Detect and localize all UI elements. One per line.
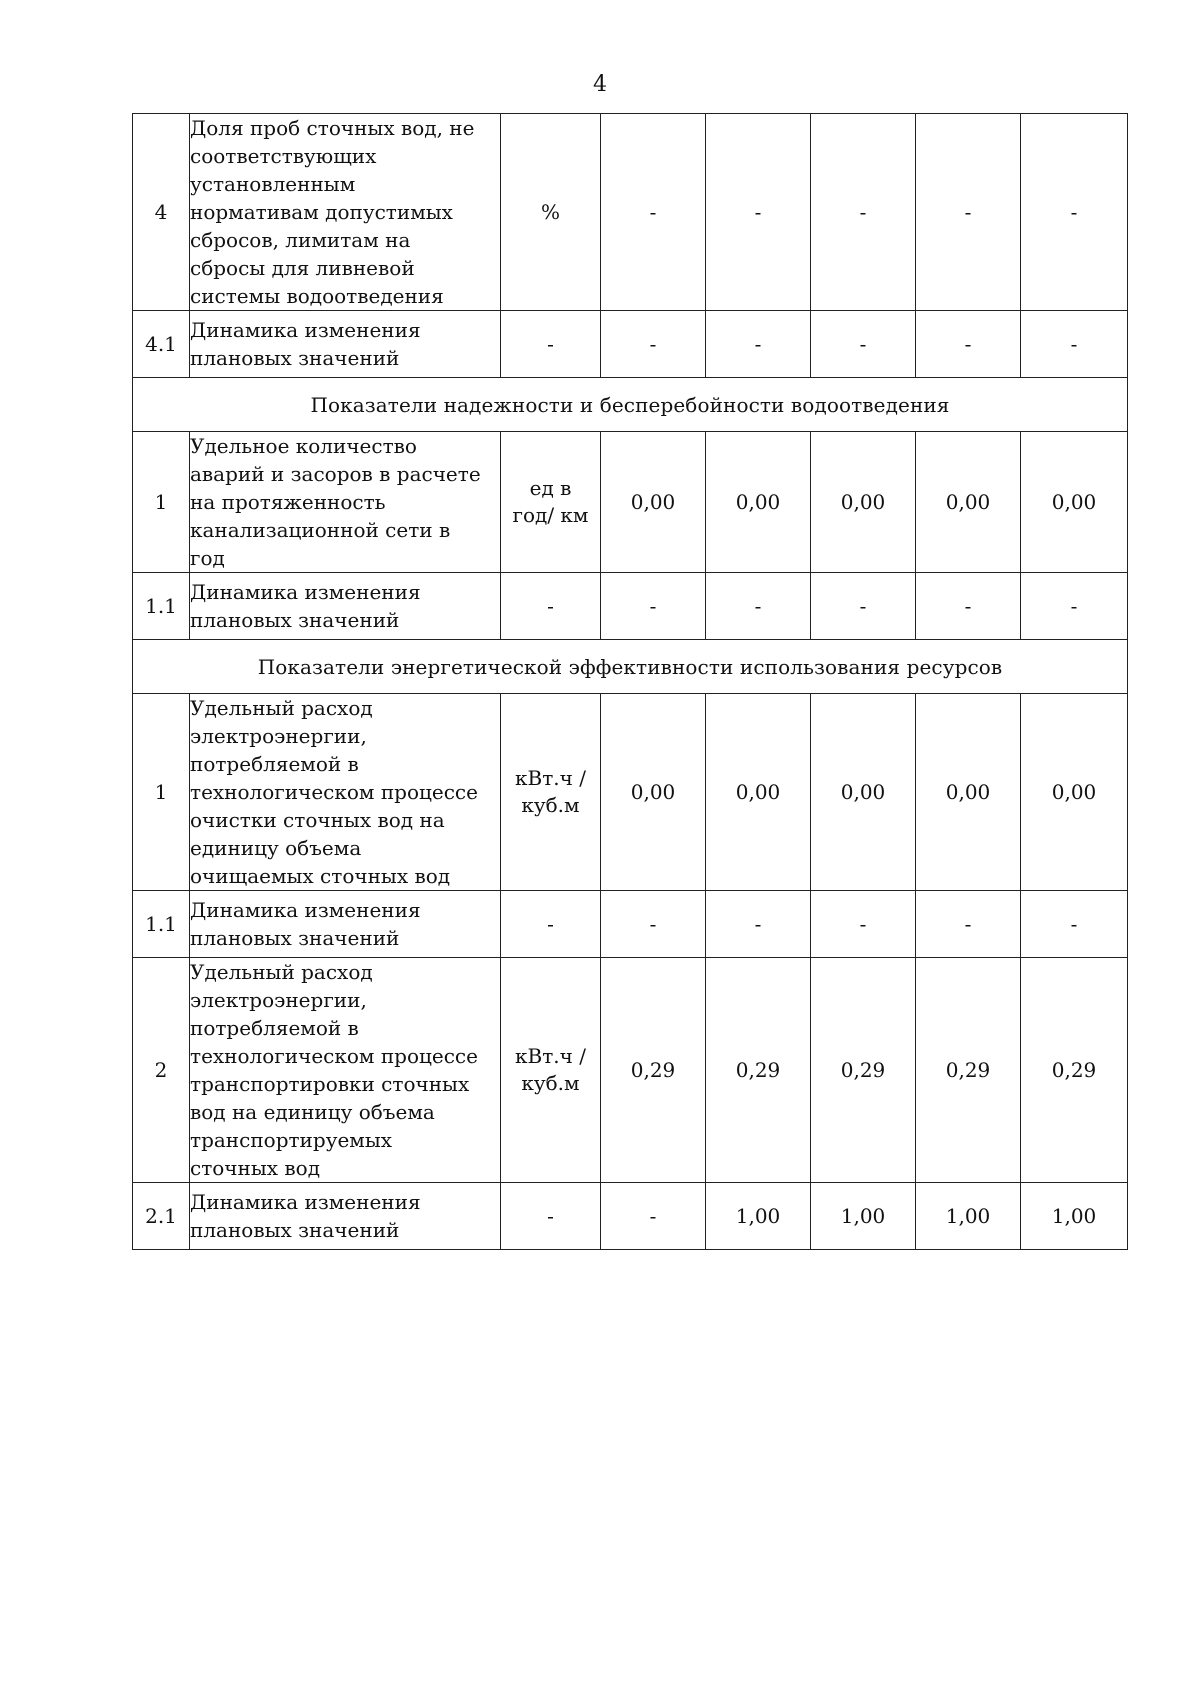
description-line: плановых значений — [190, 1218, 400, 1242]
value-cell: 1,00 — [916, 1183, 1021, 1250]
description-line: плановых значений — [190, 608, 400, 632]
value-cell: - — [916, 114, 1021, 311]
value-cell: - — [601, 311, 706, 378]
value-cell: 0,00 — [706, 694, 811, 891]
value-cell: 0,29 — [601, 958, 706, 1183]
value-cell: 0,29 — [706, 958, 811, 1183]
description-line: потребляемой в — [190, 752, 359, 776]
unit-line: кВт.ч / — [515, 1044, 586, 1068]
unit-line: - — [547, 331, 554, 356]
indicator-description — [190, 311, 501, 378]
value-cell: 0,00 — [916, 432, 1021, 573]
value-cell: 0,00 — [706, 432, 811, 573]
indicator-description — [190, 1183, 501, 1250]
unit-line: куб.м — [521, 793, 580, 817]
description-line: транспортируемых — [190, 1128, 393, 1152]
description-line: сточных вод — [190, 1156, 321, 1180]
unit-cell — [501, 958, 601, 1183]
value-cell: 0,00 — [601, 694, 706, 891]
value-cell: - — [601, 573, 706, 640]
value-cell: - — [916, 311, 1021, 378]
unit-cell — [501, 573, 601, 640]
table-row — [133, 114, 1128, 311]
value-cell: 0,00 — [811, 694, 916, 891]
indicator-description — [190, 958, 501, 1183]
row-number: 2 — [133, 958, 190, 1183]
description-line: Удельный расход — [190, 960, 373, 984]
value-cell: - — [601, 1183, 706, 1250]
description-line: Динамика изменения — [190, 898, 421, 922]
description-line: Динамика изменения — [190, 1190, 421, 1214]
value-cell: 0,00 — [811, 432, 916, 573]
value-cell: 0,29 — [916, 958, 1021, 1183]
value-cell: - — [811, 114, 916, 311]
value-cell: - — [1021, 114, 1128, 311]
value-cell: - — [916, 573, 1021, 640]
unit-line: % — [540, 199, 560, 224]
description-line: потребляемой в — [190, 1016, 359, 1040]
table-row — [133, 1183, 1128, 1250]
description-line: год — [190, 546, 225, 570]
description-line: сбросы для ливневой — [190, 256, 415, 280]
description-line: Динамика изменения — [190, 318, 421, 342]
description-line: канализационной сети в — [190, 518, 451, 542]
section-title — [133, 640, 1128, 694]
description-line: технологическом процессе — [190, 780, 478, 804]
description-line: Удельный расход — [190, 696, 373, 720]
description-line: электроэнергии, — [190, 988, 367, 1012]
unit-cell — [501, 114, 601, 311]
description-line: плановых значений — [190, 926, 400, 950]
value-cell: 0,29 — [1021, 958, 1128, 1183]
indicator-description — [190, 432, 501, 573]
row-number: 1 — [133, 432, 190, 573]
row-number: 2.1 — [133, 1183, 190, 1250]
value-cell: 0,00 — [1021, 432, 1128, 573]
description-line: Доля проб сточных вод, не — [190, 116, 475, 140]
table-row — [133, 958, 1128, 1183]
unit-line: год/ км — [512, 503, 589, 527]
unit-line: кВт.ч / — [515, 766, 586, 790]
description-line: вод на единицу объема — [190, 1100, 435, 1124]
table-row — [133, 432, 1128, 573]
section-title-text: Показатели надежности и бесперебойности водоотведения — [310, 392, 950, 417]
value-cell: - — [811, 311, 916, 378]
table-row — [133, 311, 1128, 378]
indicators-table — [132, 113, 1128, 1250]
description-line: очистки сточных вод на — [190, 808, 445, 832]
section-title-text: Показатели энергетической эффективности использования ресурсов — [257, 654, 1003, 679]
value-cell: - — [706, 573, 811, 640]
value-cell: 0,00 — [916, 694, 1021, 891]
table-row — [133, 573, 1128, 640]
value-cell: - — [601, 114, 706, 311]
description-line: аварий и засоров в расчете — [190, 462, 481, 486]
value-cell: - — [811, 891, 916, 958]
value-cell: 1,00 — [706, 1183, 811, 1250]
description-line: Удельное количество — [190, 434, 417, 458]
row-number: 4.1 — [133, 311, 190, 378]
unit-cell — [501, 891, 601, 958]
description-line: технологическом процессе — [190, 1044, 478, 1068]
value-cell: - — [706, 114, 811, 311]
unit-cell — [501, 311, 601, 378]
description-line: единицу объема — [190, 836, 362, 860]
indicator-description — [190, 694, 501, 891]
description-line: сбросов, лимитам на — [190, 228, 411, 252]
description-line: транспортировки сточных — [190, 1072, 470, 1096]
unit-line: - — [547, 1203, 554, 1228]
value-cell: - — [1021, 573, 1128, 640]
table-body — [133, 114, 1128, 1250]
description-line: очищаемых сточных вод — [190, 864, 451, 888]
value-cell: 0,00 — [601, 432, 706, 573]
row-number: 4 — [133, 114, 190, 311]
value-cell: 1,00 — [1021, 1183, 1128, 1250]
value-cell: 1,00 — [811, 1183, 916, 1250]
description-line: системы водоотведения — [190, 284, 444, 308]
value-cell: 0,29 — [811, 958, 916, 1183]
unit-line: - — [547, 911, 554, 936]
description-line: соответствующих — [190, 144, 377, 168]
value-cell: - — [1021, 891, 1128, 958]
indicator-description — [190, 891, 501, 958]
section-title — [133, 378, 1128, 432]
unit-cell — [501, 694, 601, 891]
section-header-row — [133, 640, 1128, 694]
value-cell: - — [916, 891, 1021, 958]
unit-line: ед в — [529, 476, 572, 500]
unit-line: - — [547, 593, 554, 618]
value-cell: - — [706, 891, 811, 958]
value-cell: - — [601, 891, 706, 958]
table-row — [133, 891, 1128, 958]
unit-line: куб.м — [521, 1071, 580, 1095]
description-line: установленным — [190, 172, 356, 196]
description-line: на протяженность — [190, 490, 386, 514]
unit-cell — [501, 1183, 601, 1250]
description-line: электроэнергии, — [190, 724, 367, 748]
row-number: 1 — [133, 694, 190, 891]
indicator-description — [190, 114, 501, 311]
indicator-description — [190, 573, 501, 640]
row-number: 1.1 — [133, 891, 190, 958]
description-line: Динамика изменения — [190, 580, 421, 604]
unit-cell — [501, 432, 601, 573]
value-cell: - — [1021, 311, 1128, 378]
table-row — [133, 694, 1128, 891]
page-number: 4 — [593, 72, 607, 97]
description-line: нормативам допустимых — [190, 200, 453, 224]
value-cell: - — [706, 311, 811, 378]
description-line: плановых значений — [190, 346, 400, 370]
value-cell: - — [811, 573, 916, 640]
value-cell: 0,00 — [1021, 694, 1128, 891]
section-header-row — [133, 378, 1128, 432]
row-number: 1.1 — [133, 573, 190, 640]
